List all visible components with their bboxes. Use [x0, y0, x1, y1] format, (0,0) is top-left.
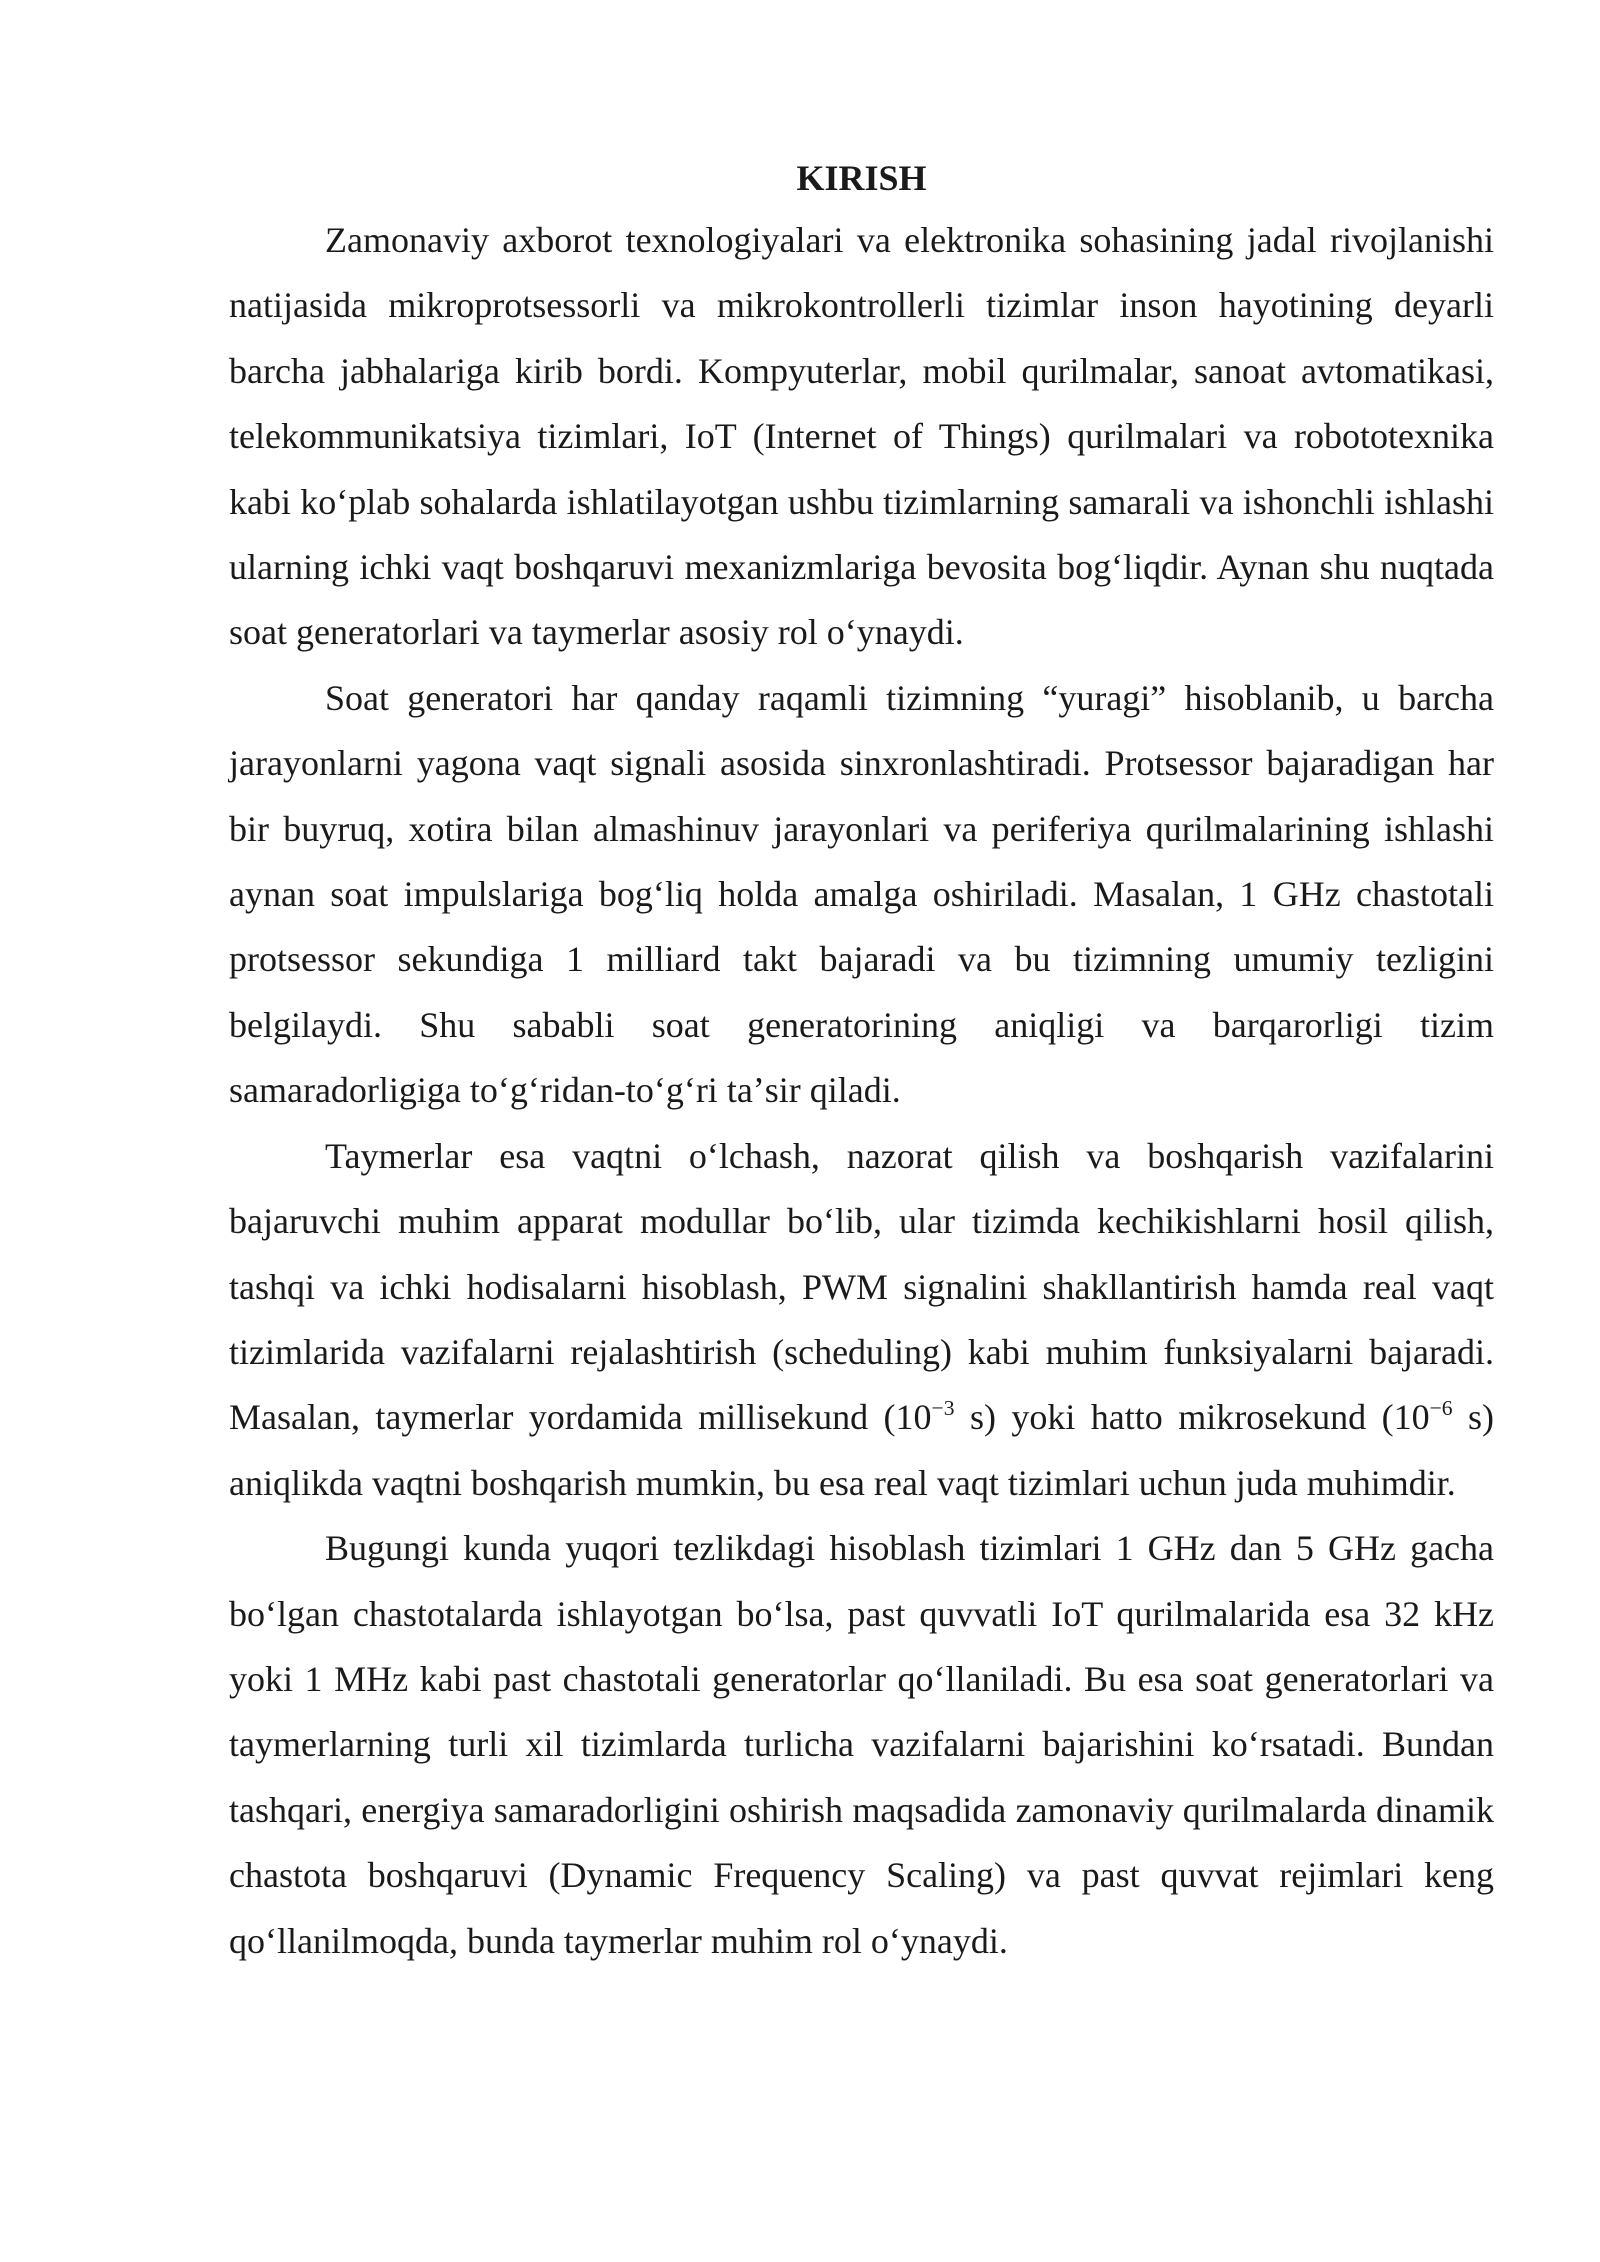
- exponent-microsecond: −6: [1429, 1396, 1453, 1421]
- paragraph-timers: [229, 1124, 1494, 1516]
- document-page: [229, 148, 1494, 1974]
- paragraph-timers-text-1: Taymerlar esa vaqtni oʻlchash, nazorat qilish va boshqarish vazifalarini bajaruvchi muhim apparat modullar boʻlib, ular tizimda kechikishlarni hosil qilish, tashqi va ichki hodisalarni hisoblash, PWM signalini shakllantirish hamda real vaqt tizimlarida vazifalarni rejalashtirish (scheduling) kabi muhim funksiyalarni bajaradi. Masalan, taymerlar yordamida millisekund (10: [229, 1135, 1494, 1438]
- exponent-millisecond: −3: [931, 1396, 955, 1421]
- paragraph-timers-text-3: s) aniqlikda vaqtni boshqarish mumkin, bu esa real vaqt tizimlari uchun juda muhimdir.: [229, 1397, 1495, 1503]
- paragraph-timers-text-2: s) yoki hatto mikrosekund (10: [954, 1397, 1430, 1438]
- paragraph-frequencies: Bugungi kunda yuqori tezlikdagi hisoblash tizimlari 1 GHz dan 5 GHz gacha boʻlgan chastotalarda ishlayotgan boʻlsa, past quvvatli IoT qurilmalarida esa 32 kHz yoki 1 MHz kabi past chastotali generatorlar qoʻllaniladi. Bu esa soat generatorlari va taymerlarning turli xil tizimlarda turlicha vazifalarni bajarishini koʻrsatadi. Bundan tashqari, energiya samaradorligini oshirish maqsadida zamonaviy qurilmalarda dinamik chastota boshqaruvi (Dynamic Frequency Scaling) va past quvvat rejimlari keng qoʻllanilmoqda, bunda taymerlar muhim rol oʻynaydi.: [229, 1528, 1494, 1961]
- section-heading: KIRISH: [796, 158, 927, 198]
- paragraph-clock-generator: Soat generatori har qanday raqamli tizimning “yuragi” hisoblanib, u barcha jarayonlarni yagona vaqt signali asosida sinxronlashtiradi. Protsessor bajaradigan har bir buyruq, xotira bilan almashinuv jarayonlari va periferiya qurilmalarining ishlashi aynan soat impulslariga bogʻliq holda amalga oshiriladi. Masalan, 1 GHz chastotali protsessor sekundiga 1 milliard takt bajaradi va bu tizimning umumiy tezligini belgilaydi. Shu sababli soat generatorining aniqligi va barqarorligi tizim samaradorligiga toʻgʻridan-toʻgʻri taʼsir qiladi.: [229, 677, 1494, 1111]
- paragraph-introduction: Zamonaviy axborot texnologiyalari va elektronika sohasining jadal rivojlanishi natijasida mikroprotsessorli va mikrokontrollerli tizimlar inson hayotining deyarli barcha jabhalariga kirib bordi. Kompyuterlar, mobil qurilmalar, sanoat avtomatikasi, telekommunikatsiya tizimlari, IoT (Internet of Things) qurilmalari va robototexnika kabi koʻplab sohalarda ishlatilayotgan ushbu tizimlarning samarali va ishonchli ishlashi ularning ichki vaqt boshqaruvi mexanizmlariga bevosita bogʻliqdir. Aynan shu nuqtada soat generatorlari va taymerlar asosiy rol oʻynaydi.: [229, 220, 1494, 653]
